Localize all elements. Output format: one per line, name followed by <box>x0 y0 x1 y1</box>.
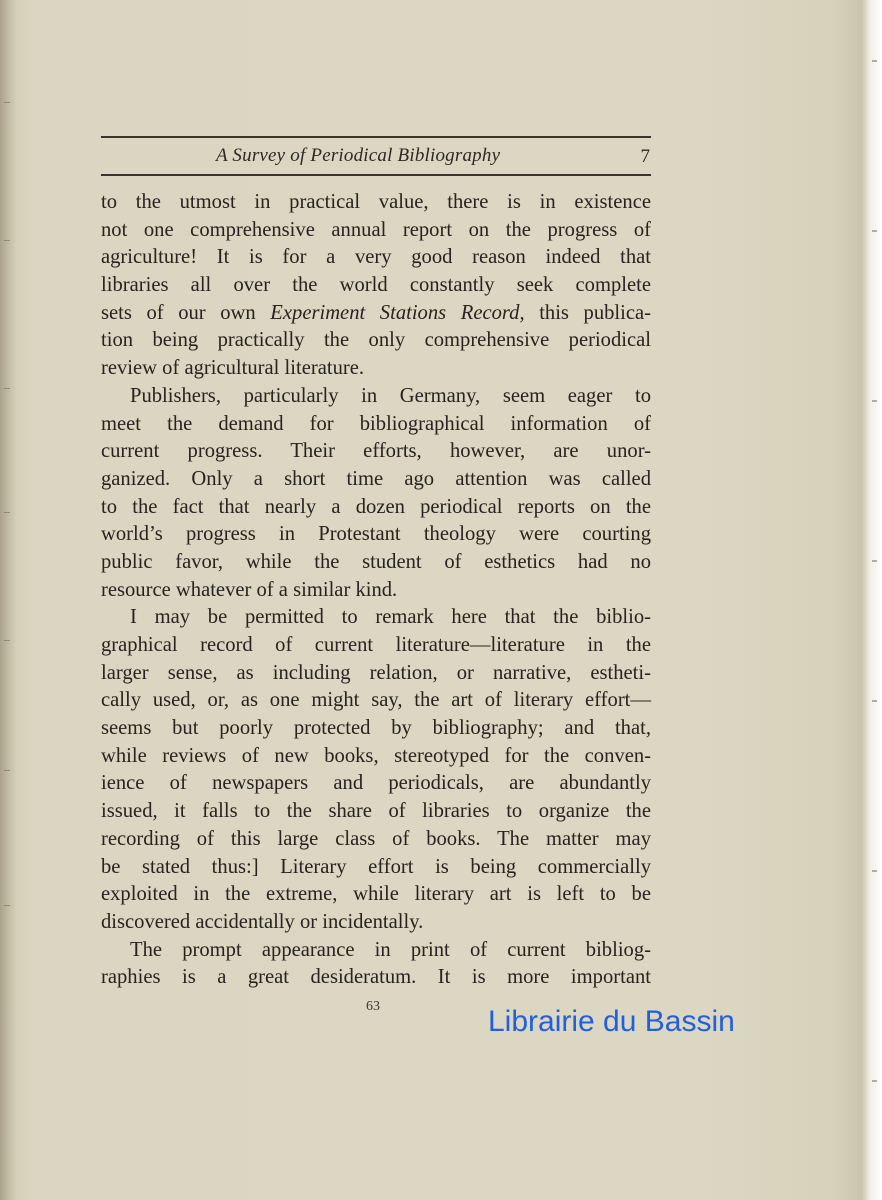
gutter-mark <box>4 512 10 513</box>
text-line: to the fact that nearly a dozen periodical reports on the <box>101 495 651 518</box>
text-line: while reviews of new books, stereotyped for the conven- <box>101 744 651 767</box>
text-line: world’s progress in Protestant theology were courting <box>101 523 651 546</box>
text-line: be stated thus:] Literary effort is being commercially <box>101 855 651 878</box>
text-line: graphical record of current literature—literature in the <box>101 634 651 656</box>
text-line: public favor, while the student of esthetics had no <box>101 550 651 573</box>
publication-title: Experiment Stations Record, <box>270 301 525 324</box>
body-text <box>101 189 651 992</box>
text-line: seems but poorly protected by bibliography; and that, <box>101 717 651 740</box>
gutter-mark <box>4 640 10 641</box>
running-header <box>101 136 651 176</box>
text-line: ganized. Only a short time ago attention was called <box>101 467 651 490</box>
text-line: raphies is a great desideratum. It is more important <box>101 966 651 989</box>
gutter-mark <box>4 102 10 103</box>
text-line: larger sense, as including relation, or narrative, estheti- <box>101 661 651 684</box>
text-line: discovered accidentally or incidentally. <box>101 910 424 933</box>
page-number: 7 <box>640 146 650 167</box>
text-line: cally used, or, as one might say, the art of literary effort— <box>101 689 651 712</box>
text-line: issued, it falls to the share of libraries to organize the <box>101 800 651 823</box>
text-line: agriculture! It is for a very good reason indeed that <box>101 246 651 269</box>
text-line: tion being practically the only comprehensive periodical <box>101 329 651 352</box>
text-line: I may be permitted to remark here that the biblio- <box>130 606 651 629</box>
edge-mark <box>872 400 877 402</box>
gutter-mark <box>4 240 10 241</box>
text-line: not one comprehensive annual report on the progress of <box>101 218 651 241</box>
folio-number: 63 <box>366 999 380 1014</box>
text-line: recording of this large class of books. The matter may <box>101 827 651 850</box>
text-line: meet the demand for bibliographical information of <box>101 412 651 435</box>
text-line: to the utmost in practical value, there is in existence <box>101 191 651 213</box>
edge-mark <box>872 60 877 62</box>
gutter-shadow <box>0 0 16 1200</box>
text-line: Publishers, particularly in Germany, seem eager to <box>130 384 651 407</box>
running-title: A Survey of Periodical Bibliography <box>216 145 501 166</box>
edge-mark <box>872 870 877 872</box>
gutter-mark <box>4 388 10 389</box>
text-line: The prompt appearance in print of current bibliog- <box>130 938 651 961</box>
text-fragment: sets of our own <box>101 301 271 324</box>
text-line: exploited in the extreme, while literary art is left to be <box>101 883 651 906</box>
gutter-mark <box>4 905 10 906</box>
edge-mark <box>872 700 877 702</box>
text-line: review of agricultural literature. <box>101 357 365 380</box>
text-line: libraries all over the world constantly seek complete <box>101 274 651 297</box>
watermark: Librairie du Bassin <box>488 1005 735 1038</box>
text-line: resource whatever of a similar kind. <box>101 578 398 601</box>
edge-mark <box>872 1080 877 1082</box>
text-line: current progress. Their efforts, however, are unor- <box>101 440 651 463</box>
text-fragment: this publica- <box>524 301 651 324</box>
edge-mark <box>872 560 877 562</box>
text-line <box>101 300 651 328</box>
edge-mark <box>872 230 877 232</box>
text-line: ience of newspapers and periodicals, are abundantly <box>101 772 651 795</box>
gutter-mark <box>4 770 10 771</box>
